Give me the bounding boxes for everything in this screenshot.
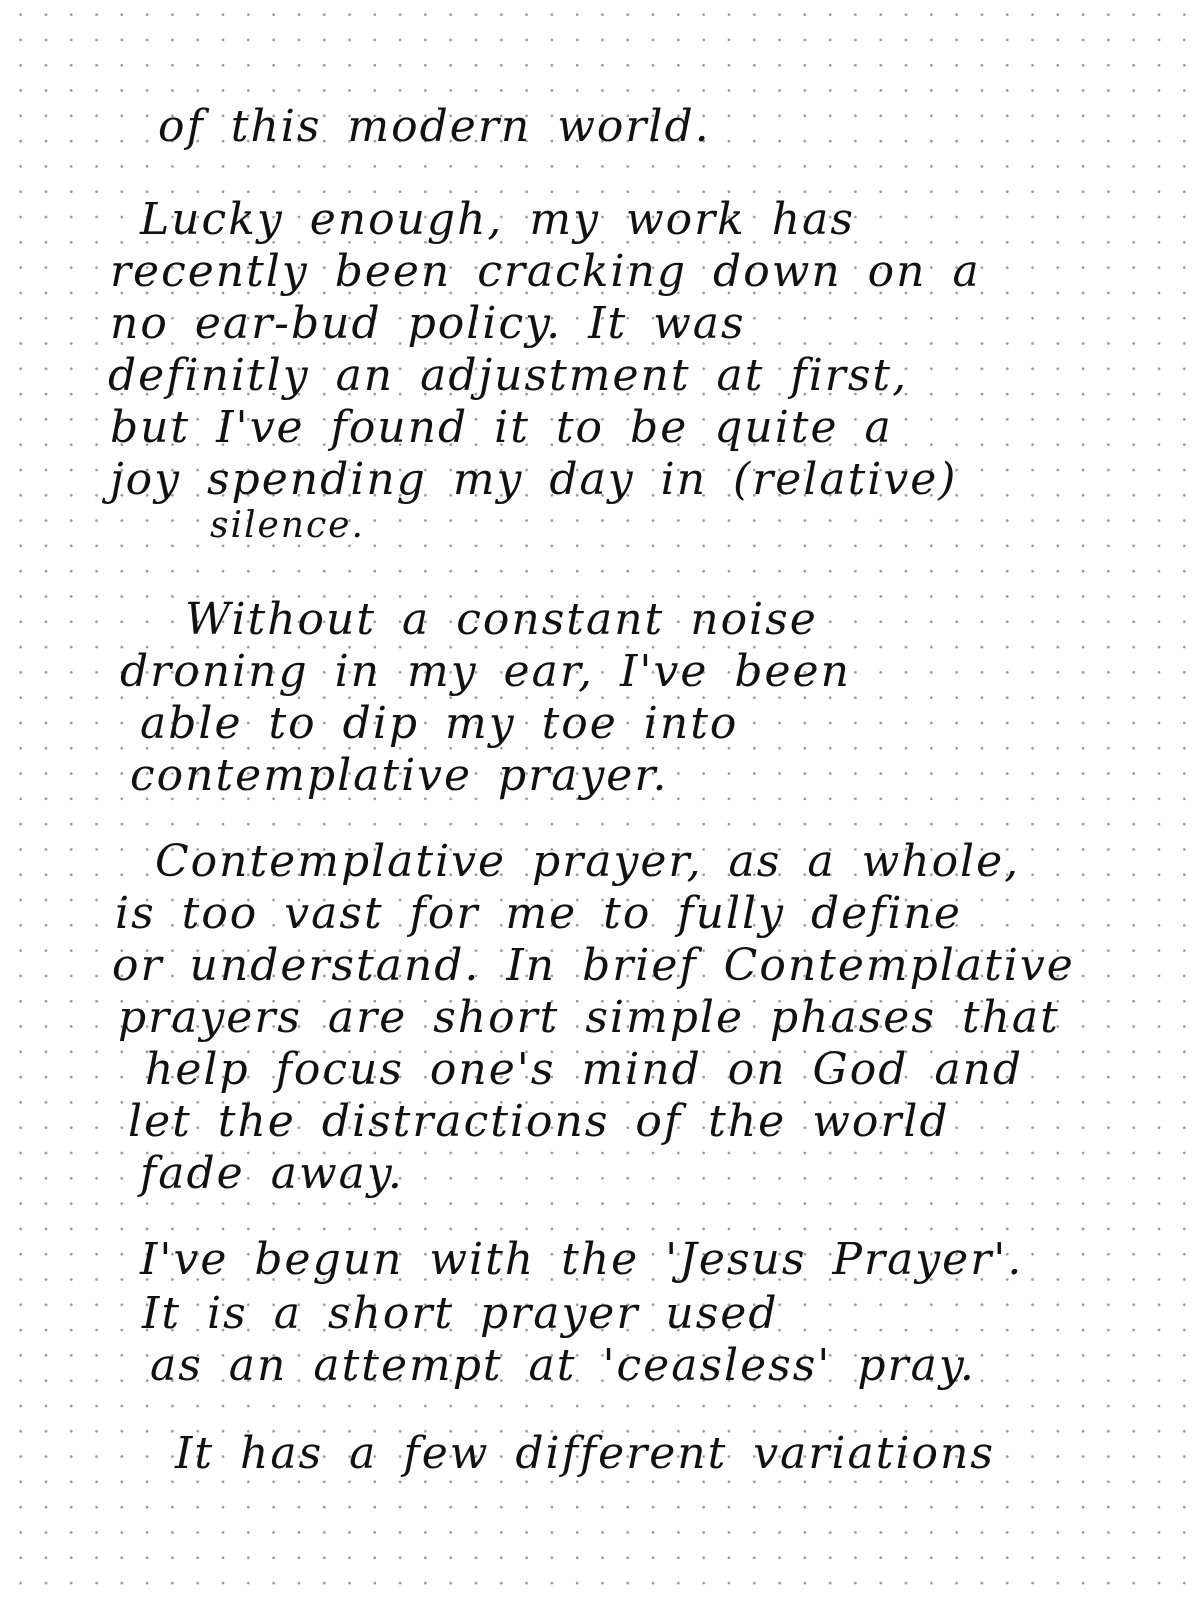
handwritten-line: Without a constant noise [185, 594, 818, 645]
handwritten-line: Lucky enough, my work has [140, 194, 855, 245]
handwritten-line: contemplative prayer. [130, 750, 669, 801]
handwritten-line: of this modern world. [158, 101, 711, 152]
handwritten-line: I've begun with the 'Jesus Prayer'. [140, 1234, 1024, 1285]
handwritten-line: is too vast for me to fully define [115, 888, 962, 939]
handwritten-line: fade away. [140, 1148, 404, 1199]
handwritten-line: It has a few different variations [175, 1428, 995, 1479]
handwritten-line: able to dip my toe into [140, 698, 739, 749]
handwritten-line: definitly an adjustment at first, [108, 350, 909, 401]
handwritten-line: Contemplative prayer, as a whole, [155, 836, 1021, 887]
handwritten-line: help focus one's mind on God and [145, 1044, 1024, 1095]
handwritten-line: It is a short prayer used [142, 1288, 779, 1339]
handwritten-line: prayers are short simple phases that [118, 992, 1060, 1043]
handwritten-line: droning in my ear, I've been [120, 646, 851, 697]
handwritten-line: silence. [210, 505, 365, 546]
handwritten-line: or understand. In brief Contemplative [112, 940, 1075, 991]
handwritten-line: but I've found it to be quite a [110, 402, 893, 453]
handwritten-line: let the distractions of the world [128, 1096, 950, 1147]
handwritten-line: joy spending my day in (relative) [110, 454, 958, 505]
handwritten-line: recently been cracking down on a [110, 246, 981, 297]
handwritten-line: no ear-bud policy. It was [110, 298, 746, 349]
handwritten-line: as an attempt at 'ceasless' pray. [150, 1340, 976, 1391]
